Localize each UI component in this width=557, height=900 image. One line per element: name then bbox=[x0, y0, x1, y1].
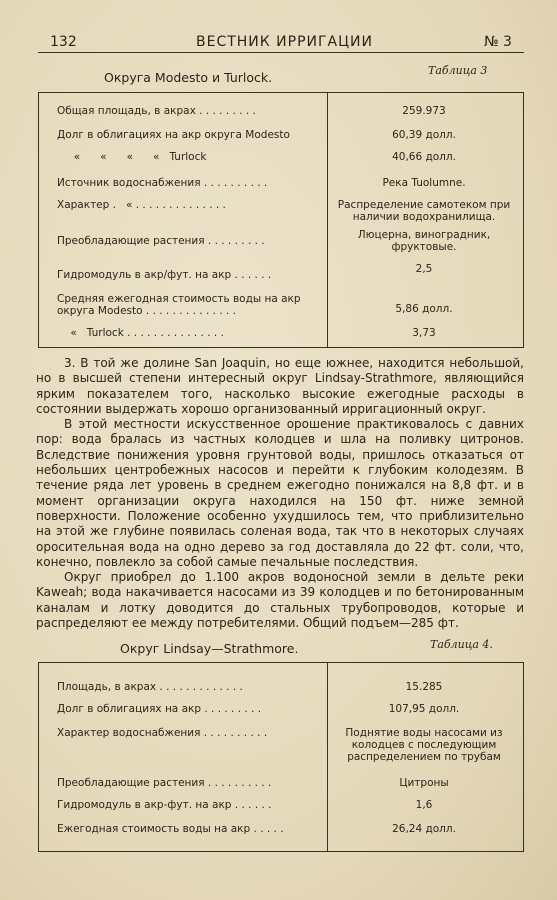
row-value: 60,39 долл. bbox=[392, 129, 456, 141]
row-label: « « « « Turlock bbox=[57, 151, 207, 163]
row-label: Преобладающие растения . . . . . . . . . . bbox=[57, 777, 272, 789]
row-value: Распределение самотеком при наличии водохранилища. bbox=[337, 199, 511, 223]
row-label: Гидромодуль в акр/фут. на акр . . . . . . bbox=[57, 269, 272, 281]
row-label: Общая площадь, в акрах . . . . . . . . . bbox=[57, 105, 256, 117]
row-value: 5,86 долл. bbox=[395, 303, 453, 315]
row-label: Гидромодуль в акр-фут. на акр . . . . . . bbox=[57, 799, 272, 811]
row-value: 107,95 долл. bbox=[388, 703, 460, 715]
row-value: 259.973 bbox=[402, 105, 446, 117]
table4-divider bbox=[327, 663, 328, 851]
table4-caption: Округ Lindsay—Strathmore. bbox=[120, 641, 299, 656]
table4-label: Таблица 4. bbox=[430, 638, 493, 651]
table3-divider bbox=[327, 93, 328, 347]
row-label: Долг в облигациях на акр округа Modesto bbox=[57, 129, 290, 141]
row-label: Средняя ежегодная стоимость воды на акр округа Modesto . . . . . . . . . . . . . . bbox=[57, 293, 301, 317]
row-label: Характер . « . . . . . . . . . . . . . . bbox=[57, 199, 226, 211]
row-label: « Turlock . . . . . . . . . . . . . . . bbox=[57, 327, 224, 339]
row-label: Долг в облигациях на акр . . . . . . . . . bbox=[57, 703, 262, 715]
header-rule bbox=[38, 52, 524, 53]
row-value: 15.285 bbox=[405, 681, 443, 693]
table4 bbox=[38, 662, 524, 852]
row-label: Характер водоснабжения . . . . . . . . . . bbox=[57, 727, 268, 739]
row-value: 2,5 bbox=[415, 263, 433, 275]
issue-number: № 3 bbox=[484, 34, 512, 50]
row-label: Ежегодная стоимость воды на акр . . . . . bbox=[57, 823, 284, 835]
row-value: Цитроны bbox=[399, 777, 449, 789]
row-value: Река Tuolumne. bbox=[382, 177, 466, 189]
row-value: 26,24 долл. bbox=[392, 823, 456, 835]
paragraph: 3. В той же долине San Joaquin, но еще южнее, находится небольшой, но в высшей степени интересный округ Lindsay-Strathmore, являющийся ярким показателем того, насколько высокие ежегодные расходы в состоянии выдержать хорошо организованный ирригационный округ. bbox=[36, 356, 524, 416]
row-value: 40,66 долл. bbox=[392, 151, 456, 163]
page-number: 132 bbox=[50, 34, 77, 50]
row-value: Люцерна, виноградник, фруктовые. bbox=[357, 229, 491, 253]
row-value: 3,73 bbox=[412, 327, 436, 339]
table3-caption: Округа Modesto и Turlock. bbox=[104, 70, 273, 85]
body-text bbox=[36, 356, 524, 631]
row-value: 1,6 bbox=[415, 799, 433, 811]
row-label: Источник водоснабжения . . . . . . . . . . bbox=[57, 177, 268, 189]
row-value: Поднятие воды насосами из колодцев с последующим распределением по трубам bbox=[345, 727, 503, 763]
row-label: Площадь, в акрах . . . . . . . . . . . . . bbox=[57, 681, 243, 693]
row-label: Преобладающие растения . . . . . . . . . bbox=[57, 235, 265, 247]
paragraph: Округ приобрел до 1.100 акров водоносной земли в дельте реки Kaweah; вода накачивается насосами из 39 колодцев и по бетонированным каналам и лотку доводится до стальных трубопроводов, которые и распределяют ее между потребителями. Общий подъем—285 фт. bbox=[36, 570, 524, 631]
table3-label: Таблица 3 bbox=[428, 64, 488, 77]
table3 bbox=[38, 92, 524, 348]
paragraph: В этой местности искусственное орошение практиковалось с давних пор: вода бралась из частных колодцев и шла на поливку цитронов. Вследствие понижения уровня грунтовой воды, пришлось отказаться от небольших центробежных насосов и перейти к глубоким колодезям. В течение ряда лет уровень в среднем ежегодно понижался на 8,8 фт. и в момент организации округа находился на 150 фт. ниже земной поверхности. Положение особенно ухудшилось тем, что приблизительно на этой же глубине появилась соленая вода, так что в некоторых случаях оросительная вода на одно дерево за год доставляла до 22 фт. соли, что, конечно, повлекло за собой самые печальные последствия. bbox=[36, 417, 524, 569]
journal-title: ВЕСТНИК ИРРИГАЦИИ bbox=[196, 34, 373, 50]
